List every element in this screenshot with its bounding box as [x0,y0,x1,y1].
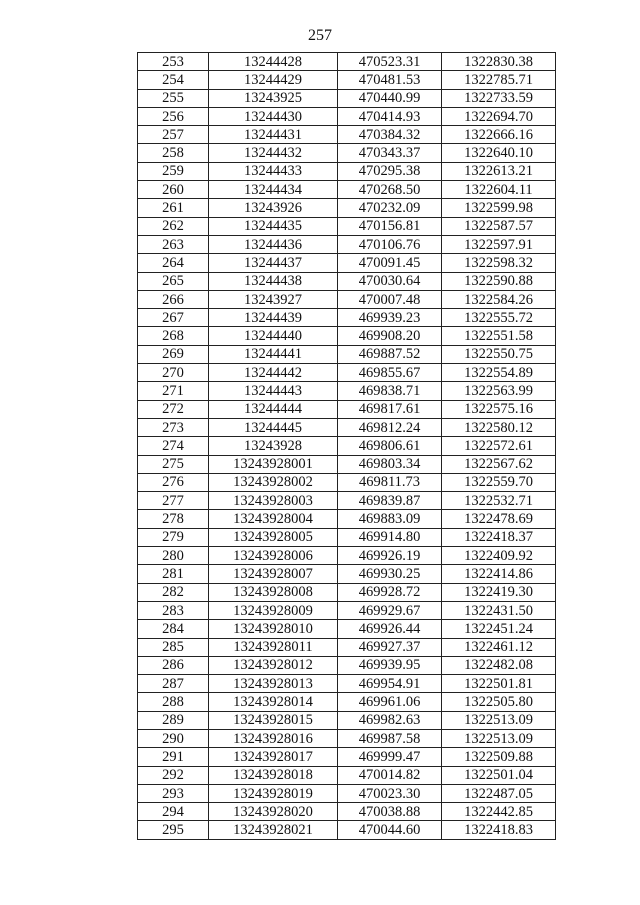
x-coordinate-cell: 469939.95 [338,656,442,674]
point-id-cell: 13243928 [209,437,338,455]
point-id-cell: 13244436 [209,235,338,253]
x-coordinate-cell: 469928.72 [338,583,442,601]
y-coordinate-cell: 1322513.09 [442,729,556,747]
table-row [138,620,556,638]
point-id-cell: 13244439 [209,309,338,327]
x-coordinate-cell: 470038.88 [338,803,442,821]
table-row [138,181,556,199]
y-coordinate-cell: 1322442.85 [442,803,556,821]
table-row [138,382,556,400]
point-id-cell: 13243928005 [209,528,338,546]
x-coordinate-cell: 469855.67 [338,364,442,382]
row-number-cell: 264 [138,254,209,272]
table-row [138,235,556,253]
row-number-cell: 256 [138,107,209,125]
point-id-cell: 13243928021 [209,821,338,839]
x-coordinate-cell: 470023.30 [338,784,442,802]
table-row [138,821,556,839]
y-coordinate-cell: 1322830.38 [442,53,556,71]
x-coordinate-cell: 469811.73 [338,473,442,491]
table-row [138,693,556,711]
row-number-cell: 276 [138,473,209,491]
x-coordinate-cell: 469926.44 [338,620,442,638]
point-id-cell: 13244432 [209,144,338,162]
row-number-cell: 266 [138,290,209,308]
y-coordinate-cell: 1322554.89 [442,364,556,382]
table-row [138,217,556,235]
point-id-cell: 13243925 [209,89,338,107]
point-id-cell: 13243928014 [209,693,338,711]
table-row [138,510,556,528]
y-coordinate-cell: 1322461.12 [442,638,556,656]
y-coordinate-cell: 1322587.57 [442,217,556,235]
x-coordinate-cell: 470044.60 [338,821,442,839]
row-number-cell: 288 [138,693,209,711]
x-coordinate-cell: 470156.81 [338,217,442,235]
y-coordinate-cell: 1322513.09 [442,711,556,729]
y-coordinate-cell: 1322559.70 [442,473,556,491]
row-number-cell: 271 [138,382,209,400]
y-coordinate-cell: 1322419.30 [442,583,556,601]
table-row [138,144,556,162]
x-coordinate-cell: 470295.38 [338,162,442,180]
row-number-cell: 290 [138,729,209,747]
y-coordinate-cell: 1322567.62 [442,455,556,473]
row-number-cell: 261 [138,199,209,217]
row-number-cell: 263 [138,235,209,253]
table-row [138,473,556,491]
point-id-cell: 13243928010 [209,620,338,638]
table-row [138,638,556,656]
y-coordinate-cell: 1322590.88 [442,272,556,290]
point-id-cell: 13244441 [209,345,338,363]
row-number-cell: 281 [138,565,209,583]
table-row [138,565,556,583]
table-row [138,601,556,619]
y-coordinate-cell: 1322733.59 [442,89,556,107]
x-coordinate-cell: 469803.34 [338,455,442,473]
table-row [138,327,556,345]
row-number-cell: 278 [138,510,209,528]
point-id-cell: 13244445 [209,418,338,436]
x-coordinate-cell: 469908.20 [338,327,442,345]
y-coordinate-cell: 1322599.98 [442,199,556,217]
table-row [138,290,556,308]
table-row [138,364,556,382]
y-coordinate-cell: 1322487.05 [442,784,556,802]
point-id-cell: 13244444 [209,400,338,418]
row-number-cell: 253 [138,53,209,71]
point-id-cell: 13244428 [209,53,338,71]
y-coordinate-cell: 1322666.16 [442,126,556,144]
row-number-cell: 262 [138,217,209,235]
x-coordinate-cell: 469982.63 [338,711,442,729]
x-coordinate-cell: 469939.23 [338,309,442,327]
x-coordinate-cell: 469839.87 [338,492,442,510]
row-number-cell: 255 [138,89,209,107]
y-coordinate-cell: 1322597.91 [442,235,556,253]
point-id-cell: 13243927 [209,290,338,308]
table-row [138,455,556,473]
point-id-cell: 13243928007 [209,565,338,583]
point-id-cell: 13243928018 [209,766,338,784]
row-number-cell: 272 [138,400,209,418]
x-coordinate-cell: 470030.64 [338,272,442,290]
table-row [138,107,556,125]
x-coordinate-cell: 469929.67 [338,601,442,619]
point-id-cell: 13243928009 [209,601,338,619]
table-row [138,766,556,784]
y-coordinate-cell: 1322414.86 [442,565,556,583]
table-row [138,309,556,327]
row-number-cell: 275 [138,455,209,473]
row-number-cell: 286 [138,656,209,674]
x-coordinate-cell: 469930.25 [338,565,442,583]
point-id-cell: 13244442 [209,364,338,382]
point-id-cell: 13244433 [209,162,338,180]
table-row [138,492,556,510]
x-coordinate-cell: 470440.99 [338,89,442,107]
row-number-cell: 268 [138,327,209,345]
row-number-cell: 267 [138,309,209,327]
point-id-cell: 13243928012 [209,656,338,674]
row-number-cell: 257 [138,126,209,144]
x-coordinate-cell: 470007.48 [338,290,442,308]
row-number-cell: 279 [138,528,209,546]
table-row [138,272,556,290]
y-coordinate-cell: 1322505.80 [442,693,556,711]
point-id-cell: 13244438 [209,272,338,290]
table-row [138,803,556,821]
row-number-cell: 295 [138,821,209,839]
table-row [138,199,556,217]
x-coordinate-cell: 470106.76 [338,235,442,253]
row-number-cell: 265 [138,272,209,290]
table-row [138,711,556,729]
table-row [138,400,556,418]
point-id-cell: 13243928011 [209,638,338,656]
row-number-cell: 258 [138,144,209,162]
row-number-cell: 260 [138,181,209,199]
row-number-cell: 287 [138,675,209,693]
x-coordinate-cell: 470414.93 [338,107,442,125]
table-row [138,656,556,674]
x-coordinate-cell: 470014.82 [338,766,442,784]
table-row [138,729,556,747]
table-row [138,748,556,766]
y-coordinate-cell: 1322482.08 [442,656,556,674]
x-coordinate-cell: 469999.47 [338,748,442,766]
y-coordinate-cell: 1322598.32 [442,254,556,272]
point-id-cell: 13243928020 [209,803,338,821]
y-coordinate-cell: 1322418.37 [442,528,556,546]
x-coordinate-cell: 470232.09 [338,199,442,217]
row-number-cell: 254 [138,71,209,89]
table-row [138,254,556,272]
table-row [138,583,556,601]
point-id-cell: 13244435 [209,217,338,235]
row-number-cell: 277 [138,492,209,510]
point-id-cell: 13243928008 [209,583,338,601]
y-coordinate-cell: 1322501.81 [442,675,556,693]
coordinates-table [137,52,556,840]
point-id-cell: 13244443 [209,382,338,400]
x-coordinate-cell: 469961.06 [338,693,442,711]
y-coordinate-cell: 1322572.61 [442,437,556,455]
row-number-cell: 291 [138,748,209,766]
page-number: 257 [308,27,332,44]
y-coordinate-cell: 1322580.12 [442,418,556,436]
coordinates-table-body [138,53,556,840]
table-row [138,528,556,546]
row-number-cell: 292 [138,766,209,784]
y-coordinate-cell: 1322575.16 [442,400,556,418]
point-id-cell: 13243928006 [209,547,338,565]
x-coordinate-cell: 469987.58 [338,729,442,747]
table-row [138,345,556,363]
table-row [138,162,556,180]
point-id-cell: 13243928015 [209,711,338,729]
y-coordinate-cell: 1322604.11 [442,181,556,199]
row-number-cell: 282 [138,583,209,601]
y-coordinate-cell: 1322451.24 [442,620,556,638]
row-number-cell: 293 [138,784,209,802]
y-coordinate-cell: 1322555.72 [442,309,556,327]
x-coordinate-cell: 470091.45 [338,254,442,272]
point-id-cell: 13243926 [209,199,338,217]
table-row [138,89,556,107]
x-coordinate-cell: 470481.53 [338,71,442,89]
table-row [138,675,556,693]
row-number-cell: 269 [138,345,209,363]
row-number-cell: 273 [138,418,209,436]
x-coordinate-cell: 469812.24 [338,418,442,436]
row-number-cell: 274 [138,437,209,455]
x-coordinate-cell: 469914.80 [338,528,442,546]
x-coordinate-cell: 470343.37 [338,144,442,162]
table-row [138,53,556,71]
row-number-cell: 294 [138,803,209,821]
y-coordinate-cell: 1322409.92 [442,547,556,565]
point-id-cell: 13244440 [209,327,338,345]
y-coordinate-cell: 1322584.26 [442,290,556,308]
table-row [138,71,556,89]
table-row [138,784,556,802]
table-row [138,547,556,565]
x-coordinate-cell: 469927.37 [338,638,442,656]
row-number-cell: 284 [138,620,209,638]
y-coordinate-cell: 1322563.99 [442,382,556,400]
point-id-cell: 13243928004 [209,510,338,528]
y-coordinate-cell: 1322613.21 [442,162,556,180]
point-id-cell: 13244434 [209,181,338,199]
y-coordinate-cell: 1322509.88 [442,748,556,766]
point-id-cell: 13243928019 [209,784,338,802]
y-coordinate-cell: 1322785.71 [442,71,556,89]
y-coordinate-cell: 1322478.69 [442,510,556,528]
point-id-cell: 13244430 [209,107,338,125]
table-row [138,437,556,455]
x-coordinate-cell: 469926.19 [338,547,442,565]
row-number-cell: 283 [138,601,209,619]
table-row [138,418,556,436]
x-coordinate-cell: 469817.61 [338,400,442,418]
x-coordinate-cell: 469838.71 [338,382,442,400]
row-number-cell: 270 [138,364,209,382]
point-id-cell: 13244429 [209,71,338,89]
y-coordinate-cell: 1322551.58 [442,327,556,345]
y-coordinate-cell: 1322501.04 [442,766,556,784]
point-id-cell: 13243928016 [209,729,338,747]
row-number-cell: 289 [138,711,209,729]
x-coordinate-cell: 470268.50 [338,181,442,199]
row-number-cell: 280 [138,547,209,565]
y-coordinate-cell: 1322431.50 [442,601,556,619]
row-number-cell: 285 [138,638,209,656]
row-number-cell: 259 [138,162,209,180]
x-coordinate-cell: 469806.61 [338,437,442,455]
x-coordinate-cell: 470523.31 [338,53,442,71]
table-row [138,126,556,144]
point-id-cell: 13244431 [209,126,338,144]
point-id-cell: 13243928001 [209,455,338,473]
point-id-cell: 13243928013 [209,675,338,693]
x-coordinate-cell: 470384.32 [338,126,442,144]
y-coordinate-cell: 1322532.71 [442,492,556,510]
x-coordinate-cell: 469883.09 [338,510,442,528]
y-coordinate-cell: 1322640.10 [442,144,556,162]
point-id-cell: 13243928017 [209,748,338,766]
x-coordinate-cell: 469954.91 [338,675,442,693]
point-id-cell: 13243928002 [209,473,338,491]
point-id-cell: 13243928003 [209,492,338,510]
y-coordinate-cell: 1322550.75 [442,345,556,363]
point-id-cell: 13244437 [209,254,338,272]
x-coordinate-cell: 469887.52 [338,345,442,363]
y-coordinate-cell: 1322694.70 [442,107,556,125]
y-coordinate-cell: 1322418.83 [442,821,556,839]
